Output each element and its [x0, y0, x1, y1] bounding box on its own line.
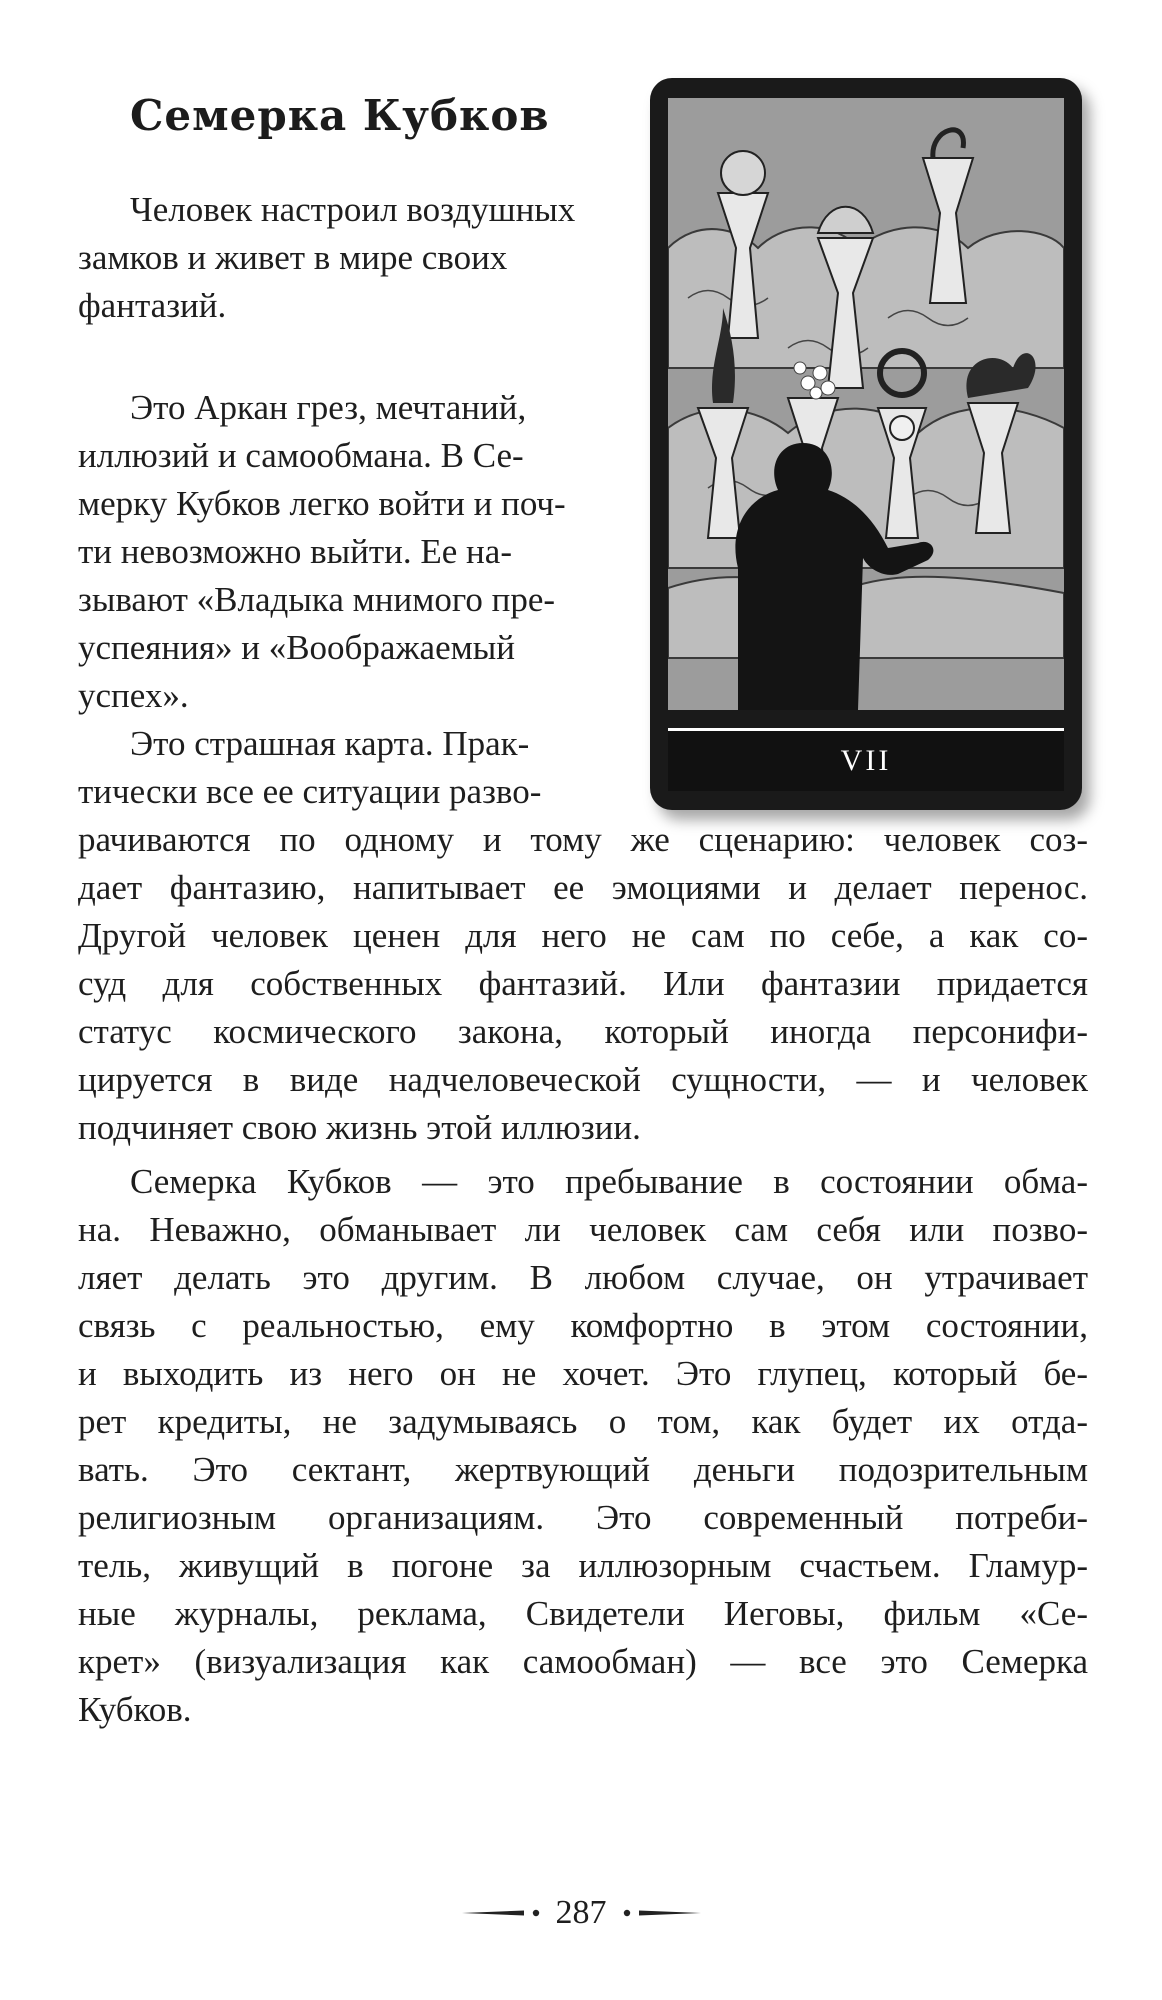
text-line: Это Аркан грез, мечтаний, — [130, 388, 527, 427]
text-line: на. Неважно, обманывает ли человек сам себя или позво- — [78, 1210, 1088, 1249]
ornament-right-icon — [621, 1909, 701, 1917]
text-line: цируется в виде надчеловеческой сущности, — и человек — [78, 1060, 1088, 1099]
text-line: связь с реальностью, ему комфортно в этом состоянии, — [78, 1306, 1088, 1345]
text-line: подчиняет свою жизнь этой иллюзии. — [78, 1108, 641, 1147]
card-illustration — [668, 98, 1064, 710]
page-number: 287 — [555, 1894, 607, 1931]
text-line: вать. Это сектант, жертвующий деньги подозрительным — [78, 1450, 1088, 1489]
text-line: суд для собственных фантазий. Или фантазии придается — [78, 964, 1088, 1003]
text-line: Другой человек ценен для него не сам по себе, а как со- — [78, 916, 1088, 955]
text-line: успеяния» и «Воображаемый — [78, 628, 516, 667]
text-line: тически все ее ситуации разво- — [78, 772, 542, 811]
text-line: успех». — [78, 676, 189, 715]
text-line: фантазий. — [78, 286, 227, 325]
page-title: Семерка Кубков — [130, 91, 550, 140]
text-line: ляет делать это другим. В любом случае, он утрачивает — [78, 1258, 1088, 1297]
text-line: крет» (визуализация как самообман) — все это Семерка — [78, 1642, 1088, 1681]
text-line: зывают «Владыка мнимого пре- — [78, 580, 556, 619]
text-line: тель, живущий в погоне за иллюзорным счастьем. Гламур- — [78, 1546, 1088, 1585]
text-line: религиозным организациям. Это современный потреби- — [78, 1498, 1088, 1537]
text-line: Семерка Кубков — это пребывание в состоянии обма- — [130, 1162, 1088, 1201]
text-line: ти невозможно выйти. Ее на- — [78, 532, 512, 571]
text-line: замков и живет в мире своих — [78, 238, 508, 277]
tarot-card — [650, 78, 1082, 810]
text-line: Кубков. — [78, 1690, 192, 1729]
text-line: ные журналы, реклама, Свидетели Иеговы, фильм «Се- — [78, 1594, 1088, 1633]
text-line: статус космического закона, который иногда персонифи- — [78, 1012, 1088, 1051]
text-line: иллюзий и самообмана. В Се- — [78, 436, 524, 475]
text-line: рачиваются по одному и тому же сценарию: человек соз- — [78, 820, 1088, 859]
page-footer — [400, 1888, 762, 1938]
card-numeral: VII — [840, 744, 892, 777]
text-line: дает фантазию, напитывает ее эмоциями и делает перенос. — [78, 868, 1088, 907]
text-line: Это страшная карта. Прак- — [130, 724, 530, 763]
text-line: мерку Кубков легко войти и поч- — [78, 484, 566, 523]
card-numeral-bar — [668, 728, 1064, 791]
text-line: Человек настроил воздушных — [130, 190, 576, 229]
text-line: и выходить из него он не хочет. Это глупец, который бе- — [78, 1354, 1088, 1393]
ornament-left-icon — [462, 1909, 542, 1917]
text-line: рет кредиты, не задумываясь о том, как будет их отда- — [78, 1402, 1088, 1441]
